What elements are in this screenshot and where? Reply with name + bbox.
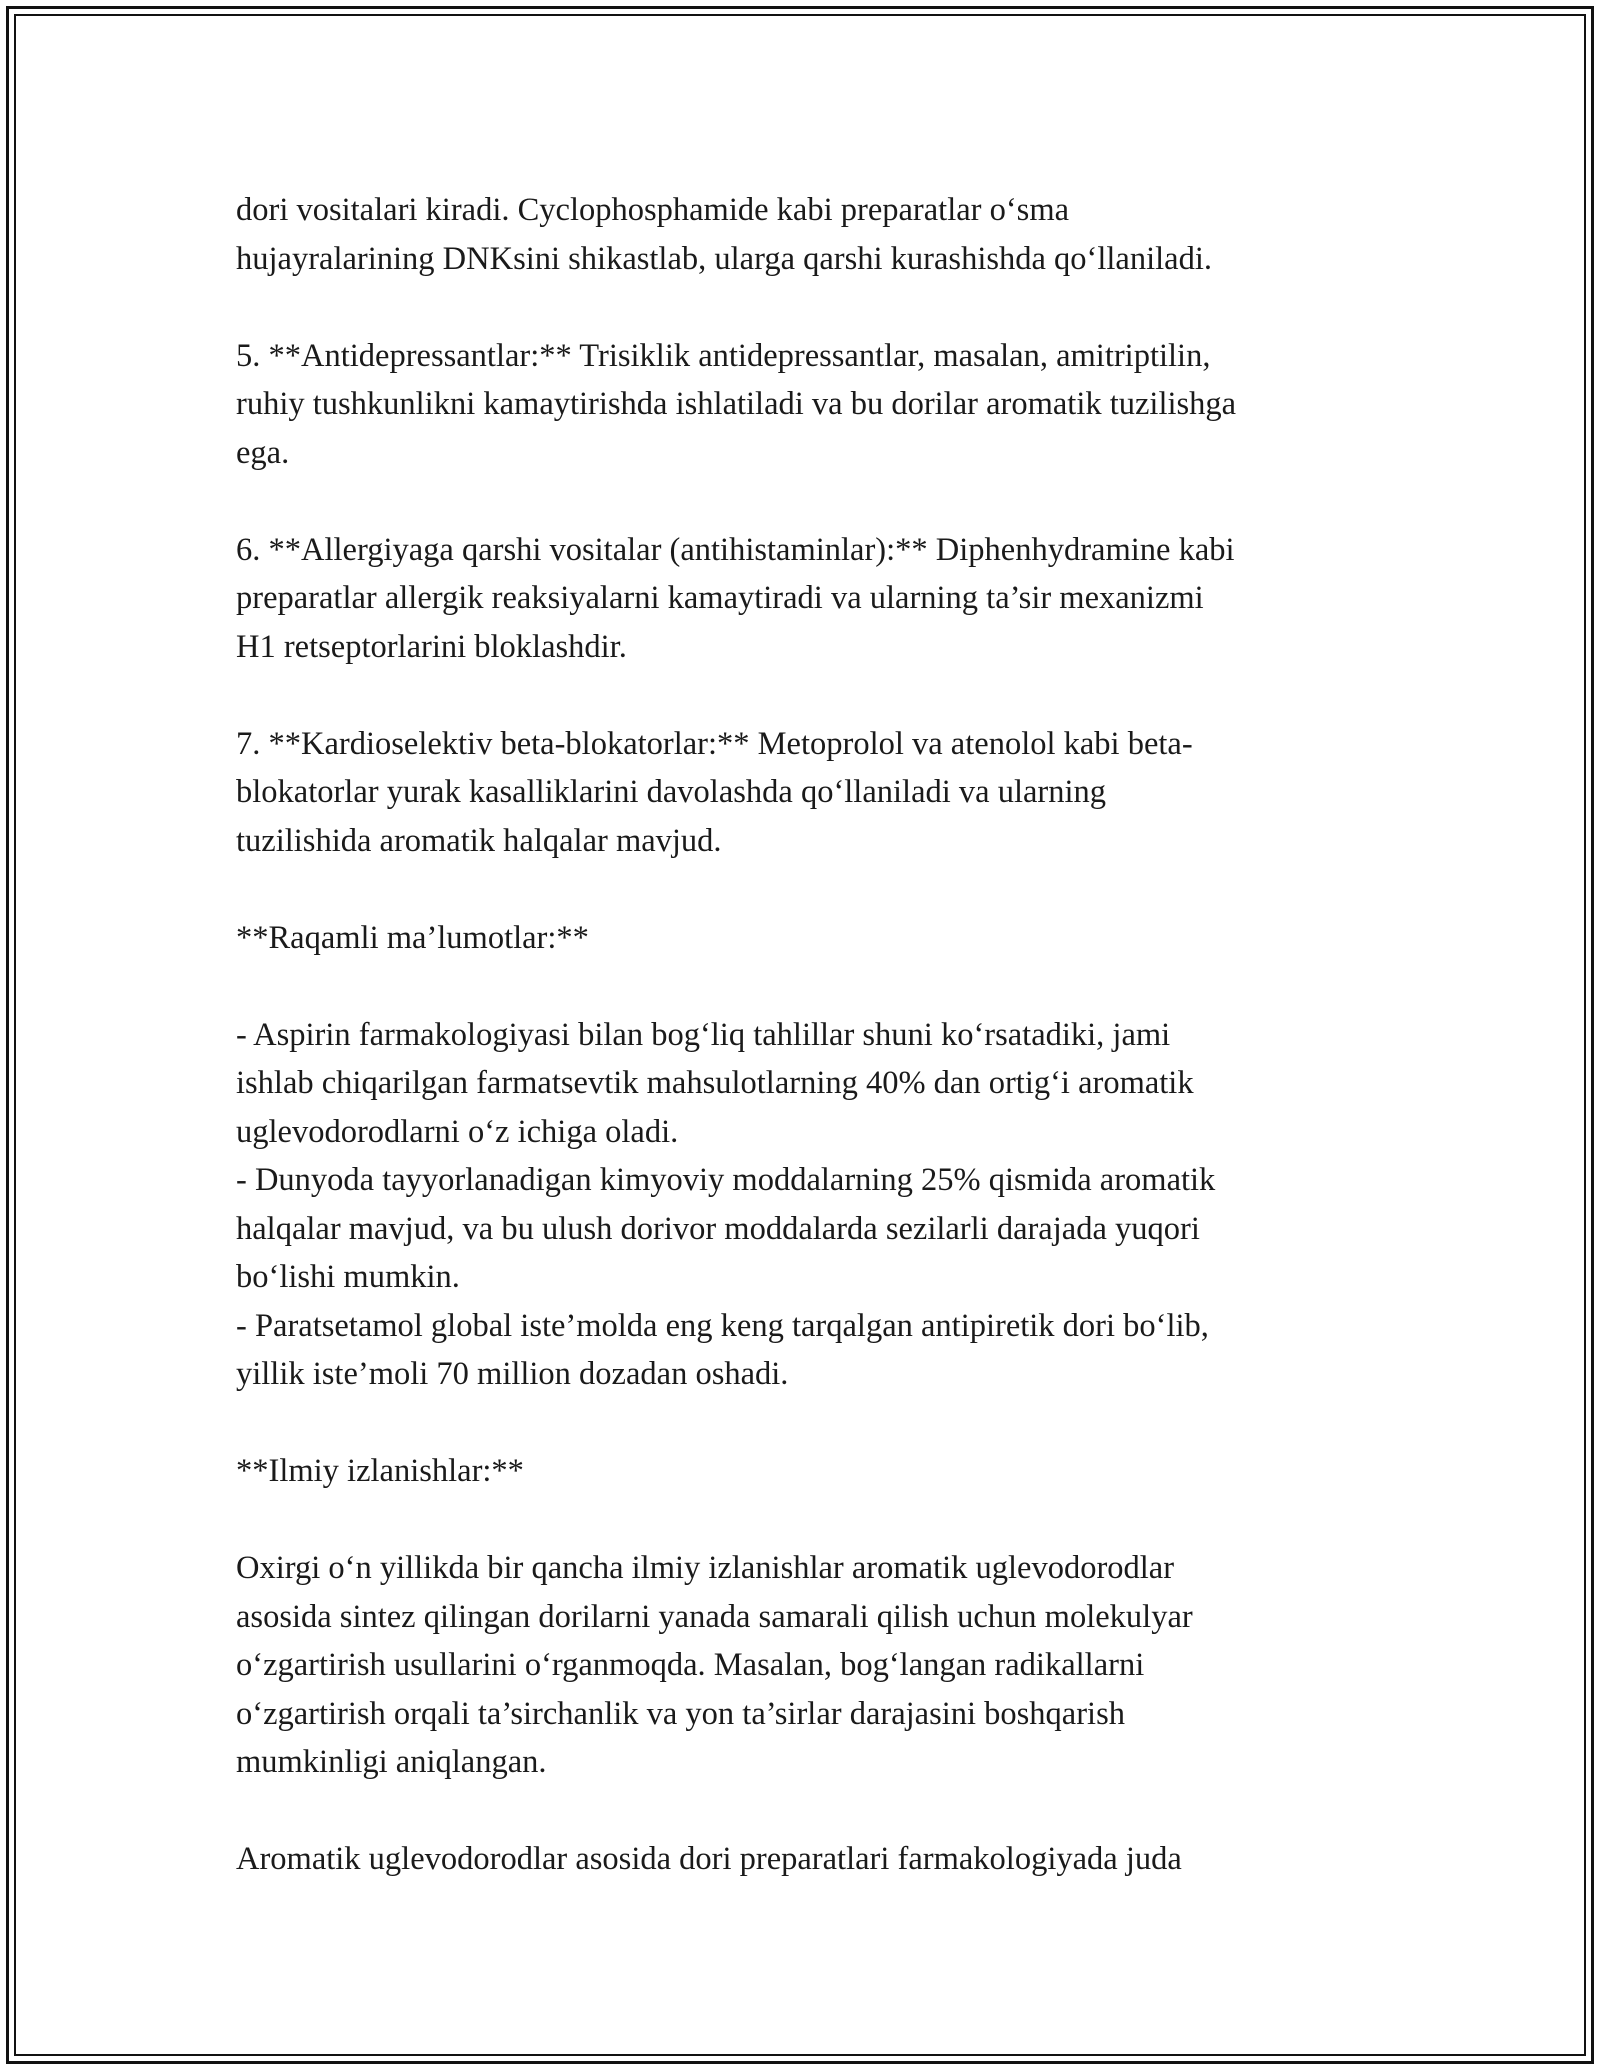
list-item-chemicals: - Dunyoda tayyorlanadigan kimyoviy moddalarning 25% qismida aromatik halqalar mavjud, va bu ulush dorivor moddalarda sezilarli darajada yuqori bo‘lishi mumkin.	[236, 1162, 1216, 1295]
list-item-paracetamol: - Paratsetamol global iste’molda eng keng tarqalgan antipiretik dori bo‘lib, yillik iste’moli 70 million dozadan oshadi.	[236, 1307, 1209, 1392]
paragraph-antihistamines: 6. **Allergiyaga qarshi vositalar (antihistaminlar):** Diphenhydramine kabi preparatlar allergik reaksiyalarni kamaytiradi va ularning ta’sir mexanizmi H1 retseptorlarini bloklashdir.	[236, 531, 1235, 665]
heading-research: **Ilmiy izlanishlar:**	[236, 1453, 524, 1489]
heading-numerical-data: **Raqamli ma’lumotlar:**	[236, 919, 589, 956]
paragraph-conclusion-start: Aromatik uglevodorodlar asosida dori preparatlari farmakologiyada juda	[236, 1841, 1182, 1877]
document-body	[236, 186, 1396, 1884]
paragraph-cyclophosphamide: dori vositalari kiradi. Cyclophosphamide kabi preparatlar o‘sma hujayralarining DNKsini shikastlab, ularga qarshi kurashishda qo‘llaniladi.	[236, 192, 1212, 277]
paragraph-beta-blockers: 7. **Kardioselektiv beta-blokatorlar:** Metoprolol va atenolol kabi beta- blokatorlar yurak kasalliklarini davolashda qo‘llaniladi va ularning tuzilishida aromatik halqalar mavjud.	[236, 725, 1193, 859]
paragraph-antidepressants: 5. **Antidepressantlar:** Trisiklik antidepressantlar, masalan, amitriptilin, ruhiy tushkunlikni kamaytirishda ishlatiladi va bu dorilar aromatik tuzilishga ega.	[236, 337, 1237, 471]
list-item-aspirin: - Aspirin farmakologiyasi bilan bog‘liq tahlillar shuni ko‘rsatadiki, jami ishlab chiqarilgan farmatsevtik mahsulotlarning 40% dan ortig‘i aromatik uglevodorodlarni o‘z ichiga oladi.	[236, 1016, 1194, 1150]
numerical-data-list	[236, 1011, 1396, 1399]
paragraph-research: Oxirgi o‘n yillikda bir qancha ilmiy izlanishlar aromatik uglevodorodlar asosida sintez qilingan dorilarni yanada samarali qilish uchun molekulyar o‘zgartirish usullarini o‘rganmoqda. Masalan, bog‘langan radikallarni o‘zgartirish orqali ta’sirchanlik va yon ta’sirlar darajasini boshqarish mumkinligi aniqlangan.	[236, 1550, 1193, 1780]
